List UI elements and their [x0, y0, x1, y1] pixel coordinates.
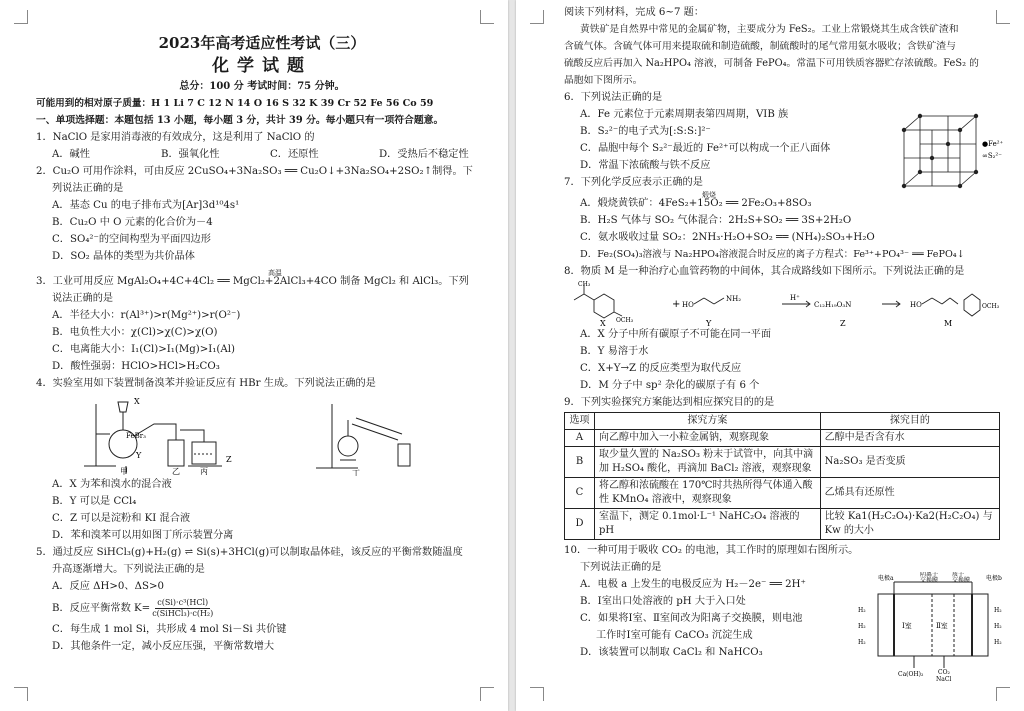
- exam-meta: 总分：100 分 考试时间：75 分钟。: [179, 81, 345, 92]
- question-2-stem: 列说法正确的是: [52, 183, 124, 194]
- reaction-condition: 高温: [268, 269, 282, 277]
- question-10-stem: 下列说法正确的是: [580, 562, 662, 573]
- option: A．反应 ΔH>0、ΔS>0: [52, 581, 164, 592]
- label-h2: H₂: [858, 623, 866, 630]
- crop-mark: [530, 10, 544, 24]
- table-cell: B: [565, 447, 595, 478]
- crop-mark: [480, 687, 494, 701]
- question-5: 5．通过反应 SiHCl₃(g)+H₂(g) ⇌ Si(s)+3HCl(g)可以制取晶体硅，该反应的平衡常数随温度: [36, 547, 463, 558]
- table-header: 探究方案: [595, 413, 821, 430]
- fraction-numerator: c(Si)·c³(HCl): [157, 597, 209, 607]
- label-ho: HO: [682, 301, 694, 309]
- table-header-row: [565, 413, 1000, 430]
- question-1-options: [36, 146, 488, 163]
- option: D．常温下浓硫酸与铁不反应: [580, 160, 711, 171]
- fraction-denominator: c(SiHCl₃)·c(H₂): [152, 608, 214, 618]
- atomic-mass: 可能用到的相对原子质量：H 1 Li 7 C 12 N 14 O 16 S 32 K 39 Cr 52 Fe 56 Co 59: [36, 98, 434, 109]
- label-och3: OCH₃: [982, 303, 1000, 310]
- option: [564, 191, 1000, 212]
- table-cell: C: [565, 478, 595, 509]
- crop-mark: [996, 687, 1010, 701]
- option: D．其他条件一定，减小反应压强，平衡常数增大: [52, 641, 275, 652]
- table-cell: D: [565, 509, 595, 540]
- section-heading: 一、单项选择题：本题包括 13 小题，每小题 3 分，共计 39 分。每小题只有一项符合题意。: [36, 115, 444, 126]
- material-line: 硫酸反应后再加入 Na₂HPO₄ 溶液，可制备 FePO₄。常温下可用铁质容器贮存浓硫酸。FeS₂ 的: [564, 58, 979, 69]
- option: A．电极 a 上发生的电极反应为 H₂－2e⁻ ══ 2H⁺: [580, 579, 806, 590]
- apparatus-diagram: [76, 394, 488, 474]
- label-z: Z: [226, 455, 232, 464]
- table-cell: 取少量久置的 Na₂SO₃ 粉末于试管中，向其中滴加 H₂SO₄ 酸化，再滴加 BaCl₂ 溶液，观察现象: [595, 447, 821, 478]
- option: B．Cu₂O 中 O 元素的化合价为－4: [52, 217, 213, 228]
- fraction: [152, 598, 213, 619]
- option-continued: 工作时Ⅰ室可能有 CaCO₃ 沉淀生成: [596, 630, 753, 641]
- option: D．M 分子中 sp² 杂化的碳原子有 6 个: [580, 380, 760, 391]
- question-8: 8．物质 M 是一种治疗心血管药物的中间体，其合成路线如下图所示。下列说法正确的是: [564, 266, 965, 277]
- label-nh2: NH₂: [726, 295, 742, 303]
- label-electrode-a: 电极a: [878, 575, 894, 582]
- right-content: [564, 4, 1000, 661]
- option: C．X+Y→Z 的反应类型为取代反应: [580, 363, 742, 374]
- legend-fe: ●Fe²⁺: [982, 140, 1004, 148]
- label-h2: H₂: [858, 607, 866, 614]
- crop-mark: [14, 10, 28, 24]
- option: B．电负性大小：χ(Cl)>χ(C)>χ(O): [52, 327, 218, 338]
- legend-s2: ∞S₂²⁻: [982, 152, 1002, 160]
- table-cell: 向乙醇中加入一小粒金属钠，观察现象: [595, 430, 821, 447]
- question-5-stem: 升高逐渐增大。下列说法正确的是: [52, 564, 205, 575]
- label-h2: H₂: [994, 639, 1002, 646]
- option: B．Y 可以是 CCl₄: [52, 496, 137, 507]
- option: B．强氧化性: [161, 149, 220, 160]
- label-z-formula: C₁₂H₁₉O₃N: [814, 301, 852, 309]
- option: D．苯和溴苯可以用如图丁所示装置分离: [52, 530, 234, 541]
- label-ho: HO: [910, 301, 922, 309]
- option: A．碱性: [52, 149, 90, 160]
- label-y: Y: [136, 451, 142, 460]
- exam-subtitle: 化学试题: [212, 56, 312, 76]
- question-3-text: 3．工业可用反应 MgAl₂O₄+4C+4Cl₂ ══ MgCl₂+2AlCl₃+4CO 制备 MgCl₂ 和 AlCl₃。下列: [36, 276, 469, 287]
- exam-page-left: [0, 0, 508, 711]
- option: A．半径大小：r(Al³⁺)>r(Mg²⁺)>r(O²⁻): [52, 310, 241, 321]
- table-cell: A: [565, 430, 595, 447]
- option: A．X 分子中所有碳原子不可能在同一平面: [580, 329, 772, 340]
- label-jia: 甲: [120, 467, 128, 476]
- question-3-stem: 说法正确的是: [52, 293, 114, 304]
- synthesis-svg: [564, 280, 1004, 326]
- option: [36, 595, 488, 621]
- table-row: [565, 430, 1000, 447]
- question-1: 1．NaClO 是家用消毒液的有效成分，这是利用了 NaClO 的: [36, 132, 315, 143]
- label-electrode-b: 电极b: [986, 575, 1002, 582]
- label-h2: H₂: [994, 607, 1002, 614]
- option: C．晶胞中每个 S₂²⁻最近的 Fe²⁺可以构成一个正八面体: [580, 143, 831, 154]
- label-febr3: FeBr₃: [126, 432, 146, 440]
- option: D．SO₂ 晶体的类型为共价晶体: [52, 251, 195, 262]
- label-x: X: [134, 397, 140, 406]
- label-z: Z: [840, 319, 846, 326]
- option: C．电离能大小：I₁(Cl)>I₁(Mg)>I₁(Al): [52, 344, 235, 355]
- option: C．SO₄²⁻的空间构型为平面四边形: [52, 234, 211, 245]
- material-line: 黄铁矿是自然界中常见的金属矿物，主要成分为 FeS₂。工业上常锻烧其生成含铁矿渣和: [580, 24, 959, 35]
- question-4: 4．实验室用如下装置制备溴苯并验证反应有 HBr 生成。下列说法正确的是: [36, 378, 376, 389]
- label-ding: 丁: [352, 469, 360, 476]
- label-bing: 丙: [200, 467, 208, 476]
- option: C．Z 可以是淀粉和 KI 混合液: [52, 513, 191, 524]
- crop-mark: [480, 10, 494, 24]
- apparatus-svg: [76, 394, 436, 476]
- label-proton: 质子: [952, 572, 965, 578]
- option: B．H₂S 气体与 SO₂ 气体混合：2H₂S+SO₂ ══ 3S+2H₂O: [580, 215, 852, 226]
- label-yi: 乙: [172, 467, 180, 476]
- question-3: [36, 269, 488, 290]
- table-cell: 比较 Ka1(H₂C₂O₄)·Ka2(H₂C₂O₄) 与 Kw 的大小: [820, 509, 999, 540]
- label-nacl: NaCl: [936, 676, 952, 682]
- question-9: 9．下列实验探究方案能达到相应探究目的的是: [564, 397, 775, 408]
- option: D．Fe₂(SO₄)₃溶液与 Na₂HPO₄溶液混合时反应的离子方程式：Fe³⁺+PO₄³⁻ ══ FePO₄↓: [580, 249, 965, 260]
- crop-mark: [530, 687, 544, 701]
- plus-sign: +: [672, 299, 681, 310]
- table-cell: 将乙醇和浓硫酸在 170℃时共热所得气体通入酸性 KMnO₄ 溶液中，观察现象: [595, 478, 821, 509]
- material-line: 晶胞如下图所示。: [564, 75, 643, 86]
- option: C．每生成 1 mol Si，共形成 4 mol Si－Si 共价键: [52, 624, 287, 635]
- table-cell: 乙醇中是否含有水: [820, 430, 999, 447]
- label-h2: H₂: [858, 639, 866, 646]
- label-room-2: Ⅱ室: [936, 622, 948, 630]
- table-cell: 乙烯具有还原性: [820, 478, 999, 509]
- label-proton-membrane: 交换膜: [952, 577, 971, 584]
- option: C．如果将Ⅰ室、Ⅱ室间改为阳离子交换膜，则电池: [580, 613, 803, 624]
- question-10: 10．一种可用于吸收 CO₂ 的电池，其工作时的原理如右图所示。: [564, 545, 859, 556]
- table-cell: Na₂SO₃ 是否变质: [820, 447, 999, 478]
- table-row: [565, 478, 1000, 509]
- option-text: B．反应平衡常数 K=: [52, 602, 151, 614]
- option: D．受热后不稳定性: [379, 149, 469, 160]
- label-h2: H₂: [994, 623, 1002, 630]
- reaction-condition: 煅烧: [702, 191, 716, 199]
- label-h-plus: H⁺: [790, 294, 800, 302]
- option: C．氨水吸收过量 SO₂：2NH₃·H₂O+SO₂ ══ (NH₄)₂SO₃+H₂O: [580, 232, 875, 243]
- label-caoh2: Ca(OH)₂: [898, 671, 924, 678]
- left-content: [36, 30, 488, 655]
- label-room-1: Ⅰ室: [902, 622, 912, 630]
- question-6: 6．下列说法正确的是: [564, 92, 663, 103]
- option: B．S₂²⁻的电子式为[:S:S:]²⁻: [580, 126, 711, 137]
- material-line: 含硫气体。含硫气体可用来提取硫和制造硫酸，制硫酸时的尾气常用氨水吸收；含铁矿渣与: [564, 41, 956, 52]
- question-7: 7．下列化学反应表示正确的是: [564, 177, 703, 188]
- label-co2: CO₂: [938, 669, 950, 676]
- exam-page-right: [516, 0, 1024, 711]
- reading-prompt: 阅读下列材料，完成 6~7 题：: [564, 7, 705, 18]
- option: A．X 为苯和溴水的混合液: [52, 479, 172, 490]
- exam-title: 2023年高考适应性考试（三）: [158, 34, 366, 52]
- label-och3: OCH₃: [616, 317, 634, 324]
- option: B．Ⅰ室出口处溶液的 pH 大于入口处: [580, 596, 746, 607]
- option: A．Fe 元素位于元素周期表第四周期，VIB 族: [580, 109, 789, 120]
- experiment-table: [564, 412, 1000, 540]
- synthesis-route-diagram: [564, 280, 1000, 326]
- label-y: Y: [706, 319, 712, 326]
- table-row: [565, 509, 1000, 540]
- table-cell: 室温下，测定 0.1mol·L⁻¹ NaHC₂O₄ 溶液的 pH: [595, 509, 821, 540]
- option-text: A．煅烧黄铁矿：4FeS₂+15O₂ ══ 2Fe₂O₃+8SO₃: [580, 198, 812, 209]
- table-row: [565, 447, 1000, 478]
- table-header: 探究目的: [820, 413, 999, 430]
- option: A．基态 Cu 的电子排布式为[Ar]3d¹⁰4s¹: [52, 200, 240, 211]
- crop-mark: [14, 687, 28, 701]
- table-header: 选项: [565, 413, 595, 430]
- label-anion: 阴离子: [920, 572, 939, 578]
- option: D．该装置可以制取 CaCl₂ 和 NaHCO₃: [580, 647, 763, 658]
- label-anion-membrane: 交换膜: [920, 577, 939, 584]
- option: D．酸性强弱：HClO>HCl>H₂CO₃: [52, 361, 220, 372]
- label-x: X: [600, 319, 606, 326]
- option: C．还原性: [270, 149, 319, 160]
- question-2: 2．Cu₂O 可用作涂料，可由反应 2CuSO₄+3Na₂SO₃ ══ Cu₂O↓+3Na₂SO₄+2SO₂↑制得。下: [36, 166, 473, 177]
- label-ch3: CH₃: [578, 281, 591, 288]
- label-m: M: [944, 319, 953, 326]
- option: B．Y 易溶于水: [580, 346, 649, 357]
